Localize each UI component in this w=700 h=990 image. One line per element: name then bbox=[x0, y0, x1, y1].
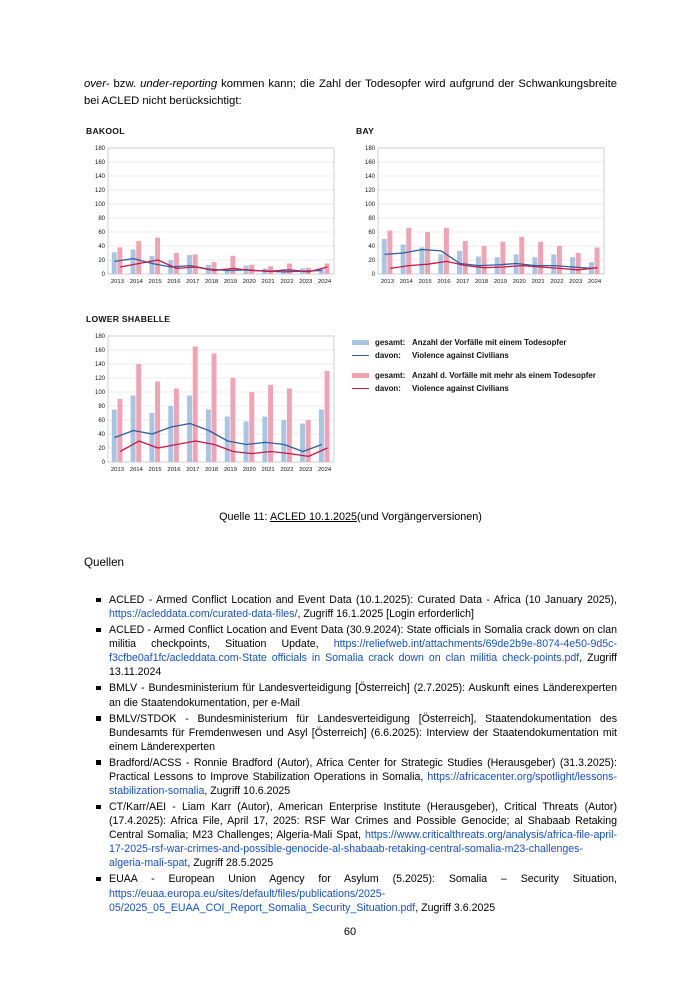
source-item bbox=[84, 681, 617, 709]
svg-text:80: 80 bbox=[368, 216, 375, 223]
sources-heading: Quellen bbox=[84, 556, 124, 569]
legend-swatch-bar-pink bbox=[352, 373, 369, 378]
svg-text:2013: 2013 bbox=[110, 467, 124, 473]
svg-text:0: 0 bbox=[101, 460, 105, 467]
svg-text:2020: 2020 bbox=[242, 279, 256, 285]
bullet-square-icon bbox=[96, 686, 101, 691]
chart-title-bakool: BAKOOL bbox=[86, 126, 125, 136]
legend-swatch-line-red bbox=[352, 388, 369, 390]
source-item bbox=[84, 623, 617, 679]
svg-text:140: 140 bbox=[364, 174, 375, 181]
source-item bbox=[84, 800, 617, 870]
chart-block-bakool bbox=[84, 126, 340, 290]
chart-title-bay: BAY bbox=[356, 126, 375, 136]
svg-text:2019: 2019 bbox=[493, 279, 507, 285]
svg-text:0: 0 bbox=[101, 272, 105, 279]
source-text bbox=[109, 873, 617, 913]
svg-text:2015: 2015 bbox=[148, 279, 162, 285]
text-segment: Bradford/ACSS - Ronnie Bradford (Autor), Africa Center for Strategic Studies (Herausgeber) (31.3.2025): Practical Lessons to Improve Stabilization Operations in Somalia, bbox=[109, 756, 617, 783]
legend-label: Anzahl der Vorfälle mit einem Todesopfer bbox=[412, 338, 567, 347]
legend-label: Anzahl d. Vorfälle mit mehr als einem Todesopfer bbox=[412, 371, 596, 380]
svg-text:100: 100 bbox=[94, 390, 105, 397]
chart-title-lower-shabelle: LOWER SHABELLE bbox=[86, 314, 171, 324]
svg-text:40: 40 bbox=[98, 244, 105, 251]
svg-text:2017: 2017 bbox=[186, 279, 200, 285]
svg-text:2014: 2014 bbox=[399, 279, 413, 285]
legend-item bbox=[352, 338, 616, 347]
text-segment: kommen kann; die Zahl der Todesopfer wird aufgrund der Schwankungsbreite bei ACLED nicht berücksichtigt: bbox=[84, 78, 617, 108]
svg-text:2016: 2016 bbox=[167, 279, 181, 285]
text-segment: CT/Karr/AEI - Liam Karr (Autor), American Enterprise Institute (Herausgeber), Critical Threats (Autor) (17.4.2025): Africa File, April 17, 2025: RSF War Crimes and Possible Genocide; al Shabaab Retaking Central Somalia; M23 Challenges; Algeria-Mali Spat, bbox=[109, 801, 617, 842]
chart-bay bbox=[354, 140, 607, 290]
svg-text:2022: 2022 bbox=[280, 467, 294, 473]
bullet-square-icon bbox=[96, 598, 101, 603]
svg-text:120: 120 bbox=[94, 376, 105, 383]
legend-label: Violence against Civilians bbox=[412, 351, 509, 360]
text-segment: , Zugriff 28.5.2025 bbox=[187, 857, 274, 870]
hyperlink[interactable]: https://reliefweb.int/attachments/69de2b9e-8074-4e50-9d5c-f3cfbe0af1fc/acleddata.com-State officials in Somalia crack down on clan militia check-points.pdf bbox=[109, 638, 617, 665]
svg-text:2021: 2021 bbox=[531, 279, 545, 285]
text-segment: BMLV/STDOK - Bundesministerium für Landesverteidigung [Österreich], Staatendokumentation des Bundesamts für Fremdenwesen und Asyl [Österreich] (6.6.2025): Interview der Staatendokumentation mit einem Länderexperten bbox=[109, 712, 617, 753]
svg-text:2018: 2018 bbox=[475, 279, 489, 285]
legend-label: Violence against Civilians bbox=[412, 384, 509, 393]
intro-paragraph bbox=[84, 76, 617, 110]
svg-text:180: 180 bbox=[94, 334, 105, 341]
svg-text:180: 180 bbox=[364, 146, 375, 153]
legend-item bbox=[352, 351, 616, 360]
chart-legend bbox=[352, 338, 616, 397]
text-segment: , Zugriff 3.6.2025 bbox=[415, 901, 496, 914]
legend-prefix: gesamt: bbox=[375, 338, 406, 347]
svg-text:2024: 2024 bbox=[318, 467, 332, 473]
svg-text:2023: 2023 bbox=[299, 467, 313, 473]
svg-text:20: 20 bbox=[98, 446, 105, 453]
svg-text:2022: 2022 bbox=[280, 279, 294, 285]
chart-lower-shabelle bbox=[84, 328, 337, 478]
svg-text:80: 80 bbox=[98, 404, 105, 411]
sources-list bbox=[84, 593, 617, 917]
legend-swatch-line-blue bbox=[352, 355, 369, 357]
bullet-square-icon bbox=[96, 877, 101, 882]
bullet-square-icon bbox=[96, 628, 101, 633]
svg-text:160: 160 bbox=[94, 160, 105, 167]
svg-text:2023: 2023 bbox=[569, 279, 583, 285]
bullet-square-icon bbox=[96, 760, 101, 765]
svg-text:120: 120 bbox=[94, 188, 105, 195]
source-text bbox=[109, 594, 617, 620]
svg-text:2020: 2020 bbox=[242, 467, 256, 473]
source-item bbox=[84, 593, 617, 621]
svg-text:160: 160 bbox=[94, 348, 105, 355]
svg-text:2017: 2017 bbox=[456, 279, 470, 285]
svg-text:0: 0 bbox=[371, 272, 375, 279]
svg-text:40: 40 bbox=[98, 432, 105, 439]
text-segment: ACLED - Armed Conflict Location and Event Data (30.9.2024): State officials in Somalia crack down on clan militia checkpoints, Situation Update, bbox=[109, 624, 617, 651]
svg-text:60: 60 bbox=[368, 230, 375, 237]
svg-text:2014: 2014 bbox=[129, 467, 143, 473]
svg-text:2024: 2024 bbox=[588, 279, 602, 285]
svg-text:2015: 2015 bbox=[418, 279, 432, 285]
legend-item bbox=[352, 384, 616, 393]
source-text bbox=[109, 624, 617, 678]
chart-bakool bbox=[84, 140, 337, 290]
figure-caption bbox=[84, 511, 617, 523]
svg-text:120: 120 bbox=[364, 188, 375, 195]
text-segment: bzw. bbox=[109, 78, 141, 90]
hyperlink[interactable]: https://africacenter.org/spotlight/lessons-stabilization-somalia bbox=[109, 770, 617, 798]
text-segment: BMLV - Bundesministerium für Landesverteidigung [Österreich] (2.7.2025): Auskunft eines Länderexperten an die Staatendokumentation, per e-Mail bbox=[109, 682, 617, 709]
svg-text:20: 20 bbox=[98, 258, 105, 265]
hyperlink[interactable]: https://acleddata.com/curated-data-files/ bbox=[109, 608, 298, 621]
source-item bbox=[84, 756, 617, 798]
svg-text:2017: 2017 bbox=[186, 467, 200, 473]
svg-text:2024: 2024 bbox=[318, 279, 332, 285]
svg-text:2022: 2022 bbox=[550, 279, 564, 285]
svg-text:100: 100 bbox=[364, 202, 375, 209]
svg-text:2019: 2019 bbox=[223, 467, 237, 473]
bullet-square-icon bbox=[96, 805, 101, 810]
legend-prefix: davon: bbox=[375, 351, 401, 360]
source-text bbox=[109, 713, 617, 753]
svg-text:20: 20 bbox=[368, 258, 375, 265]
svg-text:2015: 2015 bbox=[148, 467, 162, 473]
text-segment: EUAA - European Union Agency for Asylum (5.2025): Somalia – Security Situation, bbox=[109, 873, 617, 886]
svg-text:60: 60 bbox=[98, 418, 105, 425]
svg-text:2013: 2013 bbox=[380, 279, 394, 285]
text-segment: , Zugriff 13.11.2024 bbox=[109, 652, 617, 679]
text-segment: ACLED - Armed Conflict Location and Event Data (10.1.2025): Curated Data - Africa (10 January 2025), bbox=[109, 594, 617, 606]
svg-text:2021: 2021 bbox=[261, 467, 275, 473]
legend-prefix: gesamt: bbox=[375, 371, 406, 380]
svg-text:180: 180 bbox=[94, 146, 105, 153]
svg-text:100: 100 bbox=[94, 202, 105, 209]
svg-text:2014: 2014 bbox=[129, 279, 143, 285]
text-segment: , Zugriff 10.6.2025 bbox=[204, 785, 291, 798]
source-item bbox=[84, 712, 617, 754]
text-segment: (und Vorgängerversionen) bbox=[357, 511, 482, 523]
legend-prefix: davon: bbox=[375, 384, 401, 393]
svg-text:2020: 2020 bbox=[512, 279, 526, 285]
text-segment: over- bbox=[84, 78, 110, 90]
source-text bbox=[109, 682, 617, 708]
svg-text:2023: 2023 bbox=[299, 279, 313, 285]
source-text bbox=[109, 757, 617, 797]
svg-text:2021: 2021 bbox=[261, 279, 275, 285]
svg-text:2016: 2016 bbox=[167, 467, 181, 473]
chart-block-bay bbox=[354, 126, 610, 290]
svg-text:2016: 2016 bbox=[437, 279, 451, 285]
source-item bbox=[84, 872, 617, 914]
svg-text:60: 60 bbox=[98, 230, 105, 237]
svg-text:140: 140 bbox=[94, 174, 105, 181]
svg-text:40: 40 bbox=[368, 244, 375, 251]
text-segment: , Zugriff 16.1.2025 [Login erforderlich] bbox=[297, 608, 474, 621]
hyperlink[interactable]: https://www.criticalthreats.org/analysis/africa-file-april-17-2025-rsf-war-crimes-and-possible-genocide-al-shabaab-retaking-central-somalia-m23-challenges-algeria-mali-spat bbox=[109, 829, 617, 870]
text-segment: Quelle 11: bbox=[219, 511, 270, 523]
hyperlink[interactable]: https://euaa.europa.eu/sites/default/files/publications/2025-05/2025_05_EUAA_COI_Report_Somalia_Security_Situation.pdf bbox=[109, 887, 416, 914]
svg-text:2018: 2018 bbox=[205, 279, 219, 285]
page-number: 60 bbox=[343, 926, 357, 938]
svg-text:140: 140 bbox=[94, 362, 105, 369]
svg-text:2013: 2013 bbox=[110, 279, 124, 285]
svg-text:2018: 2018 bbox=[205, 467, 219, 473]
source-text bbox=[109, 801, 617, 869]
chart-block-lower-shabelle bbox=[84, 314, 340, 478]
text-segment: under-reporting bbox=[140, 78, 218, 90]
legend-swatch-bar-blue bbox=[352, 340, 369, 345]
svg-text:160: 160 bbox=[364, 160, 375, 167]
legend-item bbox=[352, 371, 616, 380]
text-segment: ACLED 10.1.2025 bbox=[269, 511, 357, 523]
svg-text:2019: 2019 bbox=[223, 279, 237, 285]
svg-text:80: 80 bbox=[98, 216, 105, 223]
bullet-square-icon bbox=[96, 716, 101, 721]
